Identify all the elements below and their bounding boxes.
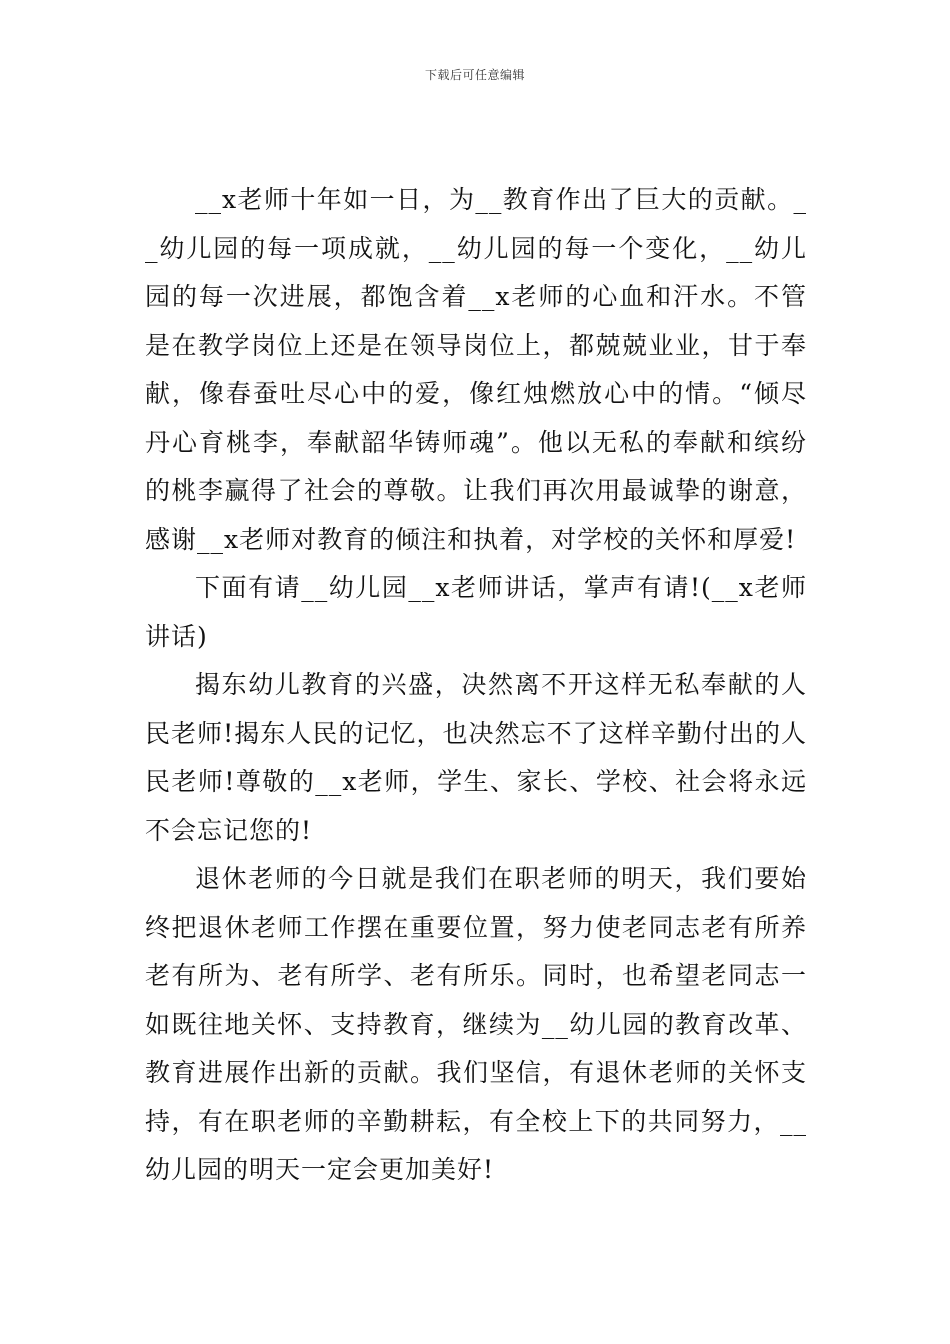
paragraph-invitation: 下面有请__幼儿园__x老师讲话，掌声有请!(__x老师讲话) [145, 573, 807, 651]
document-body [145, 176, 807, 1195]
paragraph-tribute: __x老师十年如一日，为__教育作出了巨大的贡献。__幼儿园的每一项成就，__幼儿园的每一个变化，__幼儿园的每一次进展，都饱含着__x老师的心血和汗水。不管是在教学岗位上还是在领导岗位上，都兢兢业业，甘于奉献，像春蚕吐尽心中的爱，像红烛燃放心中的情。“倾尽丹心育桃李，奉献韶华铸师魂”。他以无私的奉献和缤纷的桃李赢得了社会的尊敬。让我们再次用最诚挚的谢意，感谢__x老师对教育的倾注和执着，对学校的关怀和厚爱! [145, 185, 807, 554]
paragraph-closing: 退休老师的今日就是我们在职老师的明天，我们要始终把退休老师工作摆在重要位置，努力使老同志老有所养老有所为、老有所学、老有所乐。同时，也希望老同志一如既往地关怀、支持教育，继续为__幼儿园的教育改革、教育进展作出新的贡献。我们坚信，有退休老师的关怀支持，有在职老师的辛勤耕耘，有全校上下的共同努力，__幼儿园的明天一定会更加美好! [145, 864, 807, 1184]
paragraph-remembrance: 揭东幼儿教育的兴盛，决然离不开这样无私奉献的人民老师!揭东人民的记忆，也决然忘不了这样辛勤付出的人民老师!尊敬的__x老师，学生、家长、学校、社会将永远不会忘记您的! [145, 670, 807, 845]
page-header-note: 下载后可任意编辑 [424, 68, 525, 82]
